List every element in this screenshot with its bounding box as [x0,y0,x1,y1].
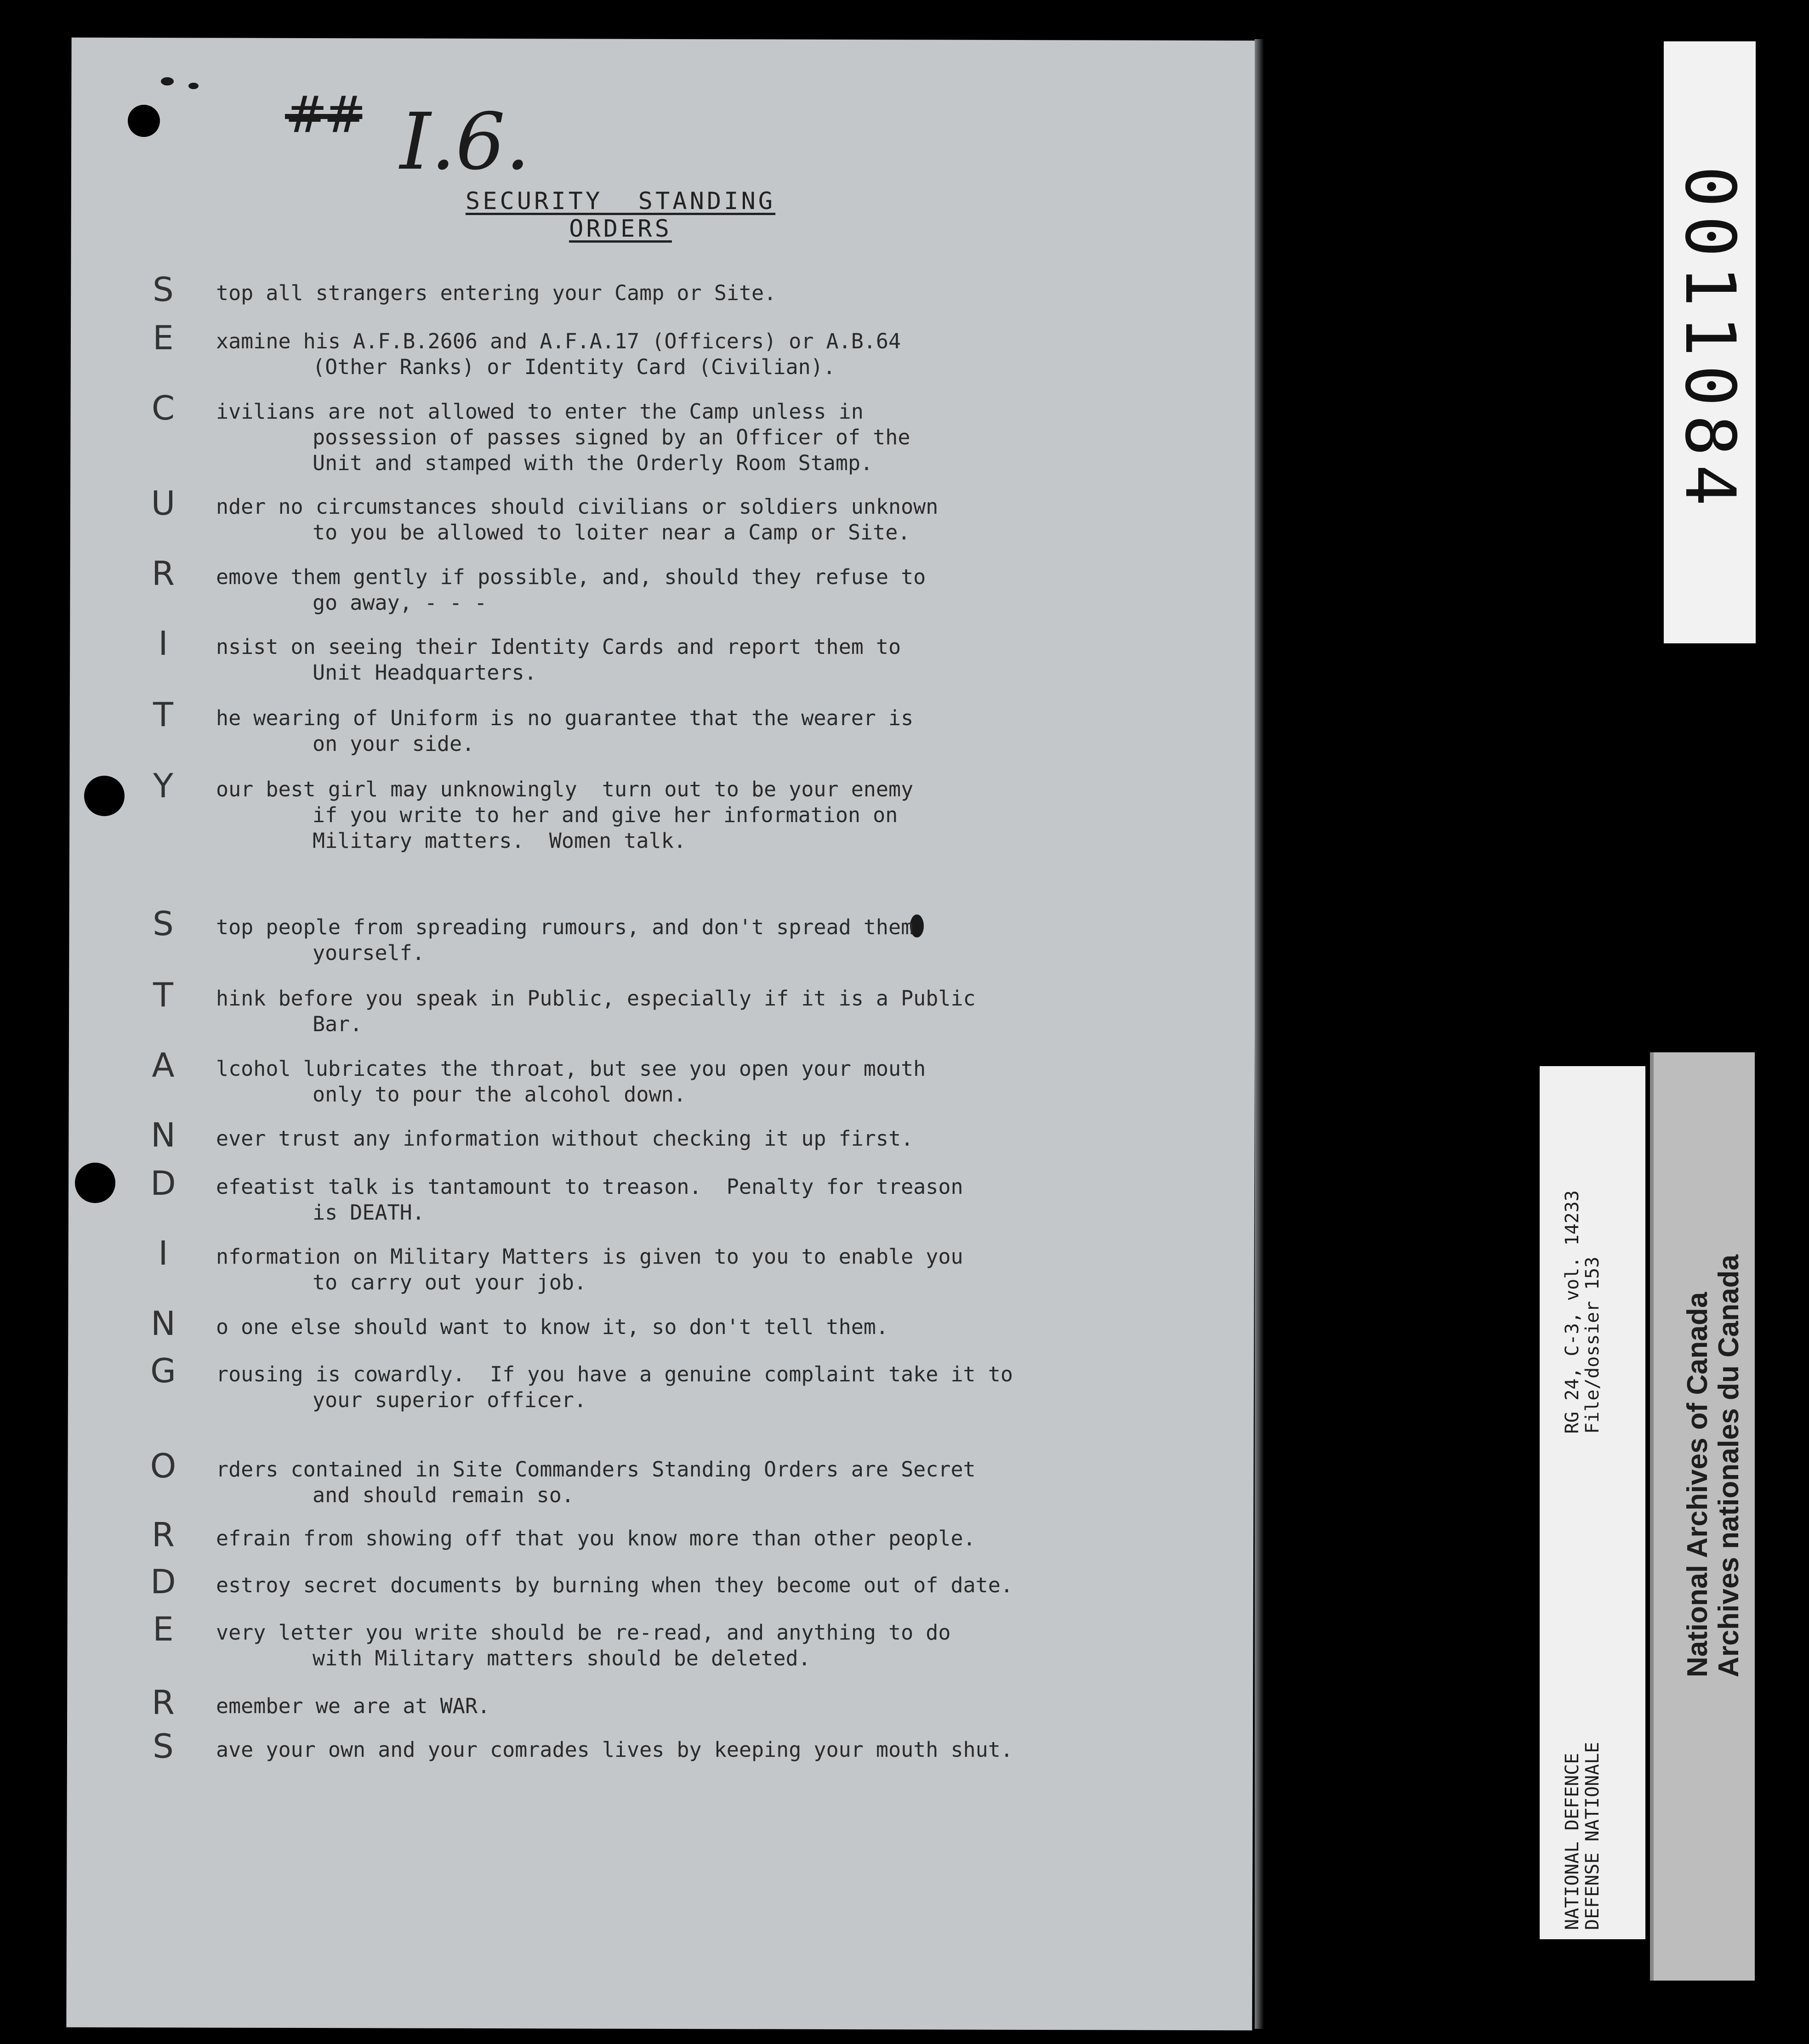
order-text-continued: possession of passes signed by an Officer of the Unit and stamped with the Orderly Room Stamp. [313,425,910,475]
order-item [216,1362,1181,1413]
acrostic-letter: D [150,1562,176,1601]
order-text: hink before you speak in Public, especially if it is a Public [216,986,976,1011]
acrostic-letter: E [153,318,174,357]
archive-reference: RG 24, C-3, vol. 14233 [1562,1190,1583,1434]
order-text-continued: (Other Ranks) or Identity Card (Civilian). [313,355,836,379]
order-item [216,1737,1181,1763]
order-item [216,1174,1181,1226]
order-text-continued: go away, - - - [313,590,487,615]
order-text: very letter you write should be re-read, and anything to do [216,1620,951,1645]
order-item [216,1244,1181,1295]
order-text: xamine his A.F.B.2606 and A.F.A.17 (Officers) or A.B.64 [216,329,901,353]
order-item [216,914,1181,966]
order-text: ever trust any information without checking it up first. [216,1126,914,1151]
archive-name-label [1650,1052,1755,1981]
order-text: efeatist talk is tantamount to treason. Penalty for treason [216,1175,963,1199]
order-text: rousing is cowardly. If you have a genuine complaint take it to [216,1362,1013,1386]
acrostic-letter: T [153,695,173,734]
acrostic-letter: Y [153,766,173,805]
order-item [216,1314,1181,1340]
order-item [216,1056,1181,1107]
order-item [216,634,1181,686]
order-item [216,705,1181,757]
order-text-continued: on your side. [313,732,475,756]
order-text: top all strangers entering your Camp or Site. [216,281,777,305]
acrostic-letter: C [151,389,175,427]
order-text-continued: to carry out your job. [313,1270,587,1295]
order-text-continued: your superior officer. [313,1388,587,1412]
punch-hole-middle [84,776,125,816]
order-text: emember we are at WAR. [216,1694,490,1718]
order-text: nsist on seeing their Identity Cards and report them to [216,635,901,659]
order-text: rders contained in Site Commanders Standing Orders are Secret [216,1457,976,1482]
punch-hole-lower [75,1163,115,1203]
acrostic-letter: S [153,904,174,943]
acrostic-letter: R [151,1516,175,1554]
punch-hole-top [128,105,160,137]
order-text: emove them gently if possible, and, should they refuse to [216,565,926,589]
handwritten-reference: I.6. [400,97,530,187]
archive-label [1540,1066,1645,1939]
order-text-continued: only to pour the alcohol down. [313,1082,686,1107]
archive-dept-fr: DEFENSE NATIONALE [1582,1742,1603,1930]
acrostic-letter: U [151,484,176,522]
archive-name-fr: Archives nationales du Canada [1713,1255,1745,1677]
order-item [216,1457,1181,1508]
acrostic-letter: O [150,1447,176,1485]
acrostic-letter: G [150,1351,176,1390]
order-text-continued: Bar. [313,1012,363,1036]
ink-speck [161,77,174,85]
frame-number: 0011084 [1670,165,1750,515]
order-text: efrain from showing off that you know more than other people. [216,1526,976,1550]
ink-speck [188,83,199,89]
order-item [216,777,1181,854]
acrostic-letter: R [151,554,175,593]
order-item [216,1126,1181,1152]
order-text: estroy secret documents by burning when they become out of date. [216,1573,1013,1597]
order-text: top people from spreading rumours, and don't spread them [216,915,914,939]
acrostic-letter: S [153,1727,174,1766]
acrostic-letter: T [153,976,173,1014]
acrostic-letter: N [151,1304,176,1343]
order-item [216,494,1181,545]
acrostic-letter: N [151,1116,176,1154]
frame-number-stamp [1664,41,1756,643]
order-text-continued: and should remain so. [313,1483,574,1507]
acrostic-letter: R [151,1683,175,1722]
order-text-continued: yourself. [313,941,425,965]
order-text-continued: is DEATH. [313,1200,425,1225]
order-text: ave your own and your comrades lives by keeping your mouth shut. [216,1737,1013,1762]
order-item [216,399,1181,476]
acrostic-letter: E [153,1610,174,1648]
archive-name-en: National Archives of Canada [1682,1292,1713,1677]
order-item [216,564,1181,616]
order-item [216,986,1181,1037]
acrostic-letter: I [158,1234,168,1272]
document-title: SECURITY STANDING ORDERS [465,187,776,243]
order-text: our best girl may unknowingly turn out to be your enemy [216,777,914,801]
handwritten-scribble: ## [285,85,363,144]
order-item [216,329,1181,380]
acrostic-letter: S [153,270,174,309]
order-text: he wearing of Uniform is no guarantee that the wearer is [216,706,914,730]
order-text: nformation on Military Matters is given to you to enable you [216,1244,963,1269]
order-text: ivilians are not allowed to enter the Camp unless in [216,399,864,424]
order-item [216,1693,1181,1719]
acrostic-letter: I [158,624,168,663]
order-item [216,1526,1181,1551]
order-text-continued: with Military matters should be deleted. [313,1646,811,1670]
order-item [216,1573,1181,1598]
order-text-continued: to you be allowed to loiter near a Camp or Site. [313,520,910,545]
order-text: lcohol lubricates the throat, but see you open your mouth [216,1056,926,1081]
acrostic-letter: D [150,1164,176,1203]
order-text: o one else should want to know it, so don't tell them. [216,1315,888,1339]
order-item [216,280,1181,306]
order-item [216,1620,1181,1671]
archive-file: File/dossier 153 [1582,1256,1603,1434]
acrostic-letter: A [152,1046,175,1084]
archive-dept-en: NATIONAL DEFENCE [1562,1753,1583,1930]
order-text-continued: Unit Headquarters. [313,660,537,685]
page-edge [1255,39,1264,2029]
order-text: nder no circumstances should civilians or soldiers unknown [216,494,939,519]
order-text-continued: if you write to her and give her information on Military matters. Women talk. [313,803,898,853]
